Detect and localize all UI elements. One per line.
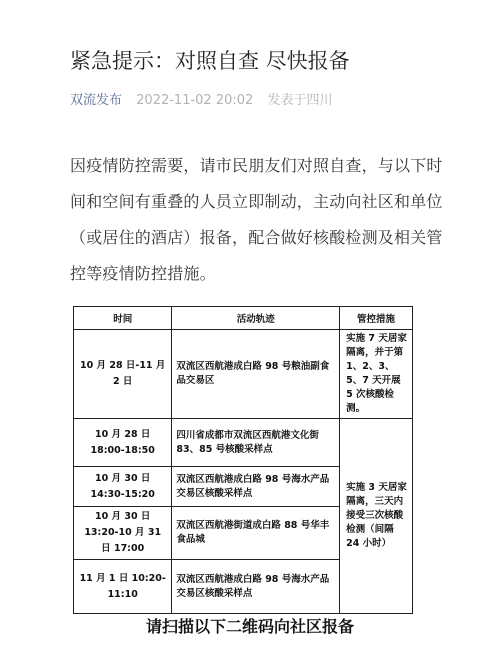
article-title: 紧急提示：对照自查 尽快报备 (70, 49, 350, 73)
row-time: 10 月 28 日-11 月 2 日 (74, 330, 172, 419)
row-time: 11 月 1 日 10:20-11:10 (74, 560, 172, 614)
table-row (74, 419, 413, 467)
row-location: 双流区西航港街道成白路 88 号华丰食品城 (172, 507, 340, 560)
article-meta (70, 92, 490, 110)
row-location: 双流区西航港成白路 98 号海水产品交易区核酸采样点 (172, 560, 340, 614)
header-measures: 管控措施 (340, 307, 413, 330)
table-header-row (74, 307, 413, 330)
publish-location: 发表于四川 (267, 93, 333, 108)
scan-notice: 请扫描以下二维码向社区报备 (145, 617, 354, 636)
table-row (74, 330, 413, 419)
row-location: 四川省成都市双流区西航港文化街 83、85 号核酸采样点 (172, 419, 340, 467)
trajectory-table (73, 306, 413, 614)
measure-cell: 实施 3 天居家隔离，三天内接受三次核酸检测（间隔 24 小时） (340, 419, 413, 614)
header-trajectory: 活动轨迹 (172, 307, 340, 330)
article-body: 因疫情防控需要，请市民朋友们对照自查，与以下时间和空间有重叠的人员立即制动，主动向社区和单位（或居住的酒店）报备，配合做好核酸检测及相关管控等疫情防控措施。 (70, 156, 443, 283)
row-time: 10 月 30 日 14:30-15:20 (74, 467, 172, 507)
header-time: 时间 (74, 307, 172, 330)
publish-time: 2022-11-02 20:02 (136, 93, 254, 108)
row-location: 双流区西航港成白路 98 号粮油副食品交易区 (172, 330, 340, 419)
row-time: 10 月 30 日 13:20-10 月 31 日 17:00 (74, 507, 172, 560)
row-location: 双流区西航港成白路 98 号海水产品交易区核酸采样点 (172, 467, 340, 507)
row-time: 10 月 28 日 18:00-18:50 (74, 419, 172, 467)
author-link[interactable]: 双流发布 (70, 93, 123, 108)
measure-cell: 实施 7 天居家隔离，并于第 1、2、3、5、7 天开展 5 次核酸检测。 (340, 330, 413, 419)
